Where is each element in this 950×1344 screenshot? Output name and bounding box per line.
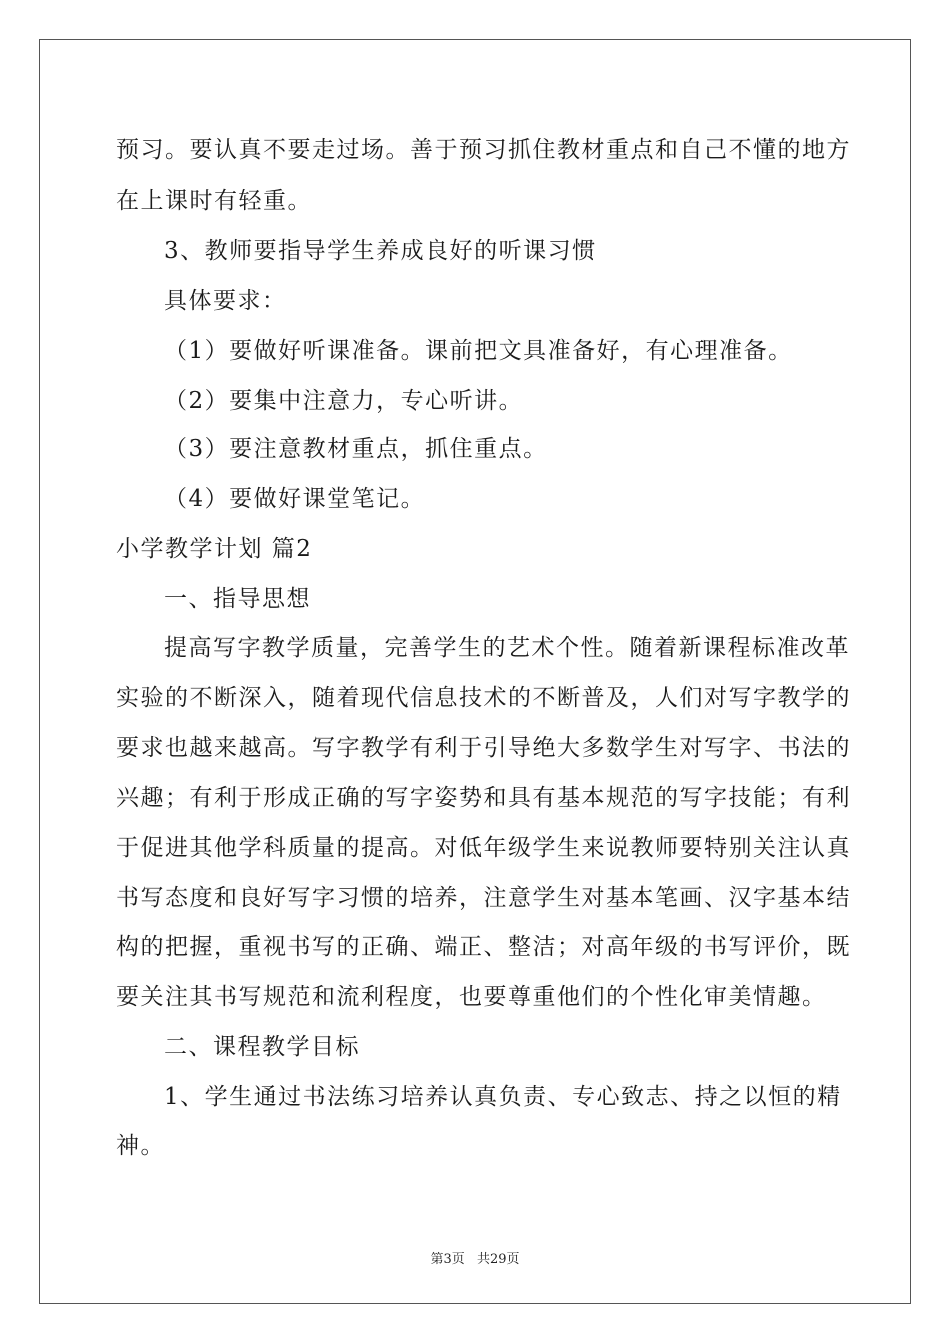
list-item: （1）要做好听课准备。课前把文具准备好，有心理准备。: [164, 338, 793, 364]
list-item: （4）要做好课堂笔记。: [164, 486, 426, 512]
text-line: 预习。要认真不要走过场。善于预习抓住教材重点和自己不懂的地方: [116, 137, 851, 163]
page-border: [39, 39, 911, 1304]
text-line: 兴趣；有利于形成正确的写字姿势和具有基本规范的写字技能；有利: [116, 785, 851, 811]
text-line: 提高写字教学质量，完善学生的艺术个性。随着新课程标准改革: [164, 635, 850, 661]
text-line: 于促进其他学科质量的提高。对低年级学生来说教师要特别关注认真: [116, 835, 851, 861]
text-line: 书写态度和良好写字习惯的培养，注意学生对基本笔画、汉字基本结: [116, 885, 851, 911]
page-footer: [0, 1248, 950, 1267]
text-line: 实验的不断深入，随着现代信息技术的不断普及，人们对写字教学的: [116, 685, 851, 711]
text-line: 神。: [116, 1133, 165, 1159]
page-number: 第3页: [430, 1252, 465, 1267]
text-line: 构的把握，重视书写的正确、端正、整洁；对高年级的书写评价，既: [116, 934, 851, 960]
list-item: （3）要注意教材重点，抓住重点。: [164, 436, 548, 462]
text-line: 在上课时有轻重。: [116, 188, 312, 214]
page-total: 共29页: [476, 1252, 520, 1267]
text-line: 要求也越来越高。写字教学有利于引导绝大多数学生对写字、书法的: [116, 735, 851, 761]
section-heading: 一、指导思想: [164, 586, 311, 612]
section-heading: 3、教师要指导学生养成良好的听课习惯: [164, 238, 597, 264]
text-line: 要关注其书写规范和流利程度，也要尊重他们的个性化审美情趣。: [116, 984, 827, 1010]
text-line: 1、学生通过书法练习培养认真负责、专心致志、持之以恒的精: [164, 1084, 842, 1110]
section-heading: 二、课程教学目标: [164, 1034, 360, 1060]
list-item: （2）要集中注意力，专心听讲。: [164, 388, 524, 414]
text-line: 具体要求：: [164, 288, 287, 314]
article-title: 小学教学计划 篇2: [116, 536, 313, 562]
